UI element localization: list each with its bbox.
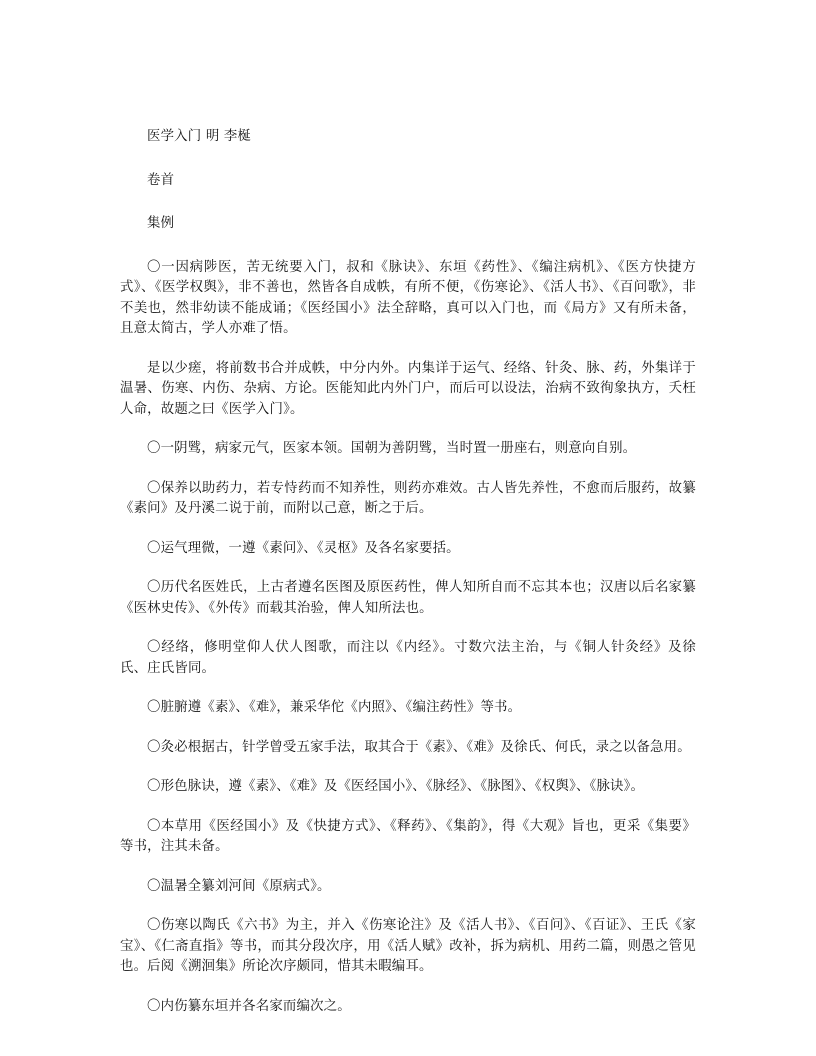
paragraph: 〇经络，修明堂仰人伏人图歌，而注以《内经》。寸数穴法主治，与《铜人针灸经》及徐氏、庄氏皆同。 bbox=[120, 640, 696, 676]
paragraph: 〇保养以助药力，若专恃药而不知养性，则药亦难效。古人皆先养性，不愈而后服药，故纂《素问》及丹溪二说于前，而附以己意，断之于后。 bbox=[120, 480, 696, 516]
paragraph: 是以少瘥，将前数书合并成帙，中分内外。内集详于运气、经络、针灸、脉、药，外集详于温暑、伤寒、内伤、杂病、方论。医能知此内外门户，而后可以设法，治病不致徇象执方，夭枉人命，故题之曰《医学入门》。 bbox=[120, 360, 696, 417]
paragraph: 〇一阴骘，病家元气，医家本领。国朝为善阴骘，当时置一册座右，则意向自别。 bbox=[147, 441, 637, 456]
paragraph: 〇温暑全纂刘河间《原病式》。 bbox=[147, 878, 331, 894]
document-page bbox=[120, 127, 696, 1036]
document-title: 医学入门 明 李梴 bbox=[147, 129, 252, 144]
paragraph: 〇历代名医姓氏，上古者遵名医图及原医药性，俾人知所自而不忘其本也；汉唐以后名家纂《医林史传》、《外传》而载其治验，俾人知所法也。 bbox=[120, 580, 696, 616]
paragraph: 〇一因病陟医，苦无统要入门，叔和《脉诀》、东垣《药性》、《编注病机》、《医方快捷方式》、《医学权舆》，非不善也，然皆各自成帙，有所不便，《伤寒论》、《活人书》、《百问歌》，非不美也，然非幼读不能成诵；《医经国小》法全辞略，真可以入门也，而《局方》又有所未备，且意太简古，学人亦难了悟。 bbox=[120, 259, 696, 336]
subsection-heading: 集例 bbox=[147, 216, 175, 231]
paragraph: 〇伤寒以陶氏《六书》为主，并入《伤寒论注》及《活人书》、《百问》、《百证》、王氏《家宝》、《仁斋直指》等书，而其分段次序，用《活人赋》改补，拆为病机、用药二篇，则愚之管见也。后阅《溯洄集》所论次序颇同，惜其未暇编耳。 bbox=[120, 918, 696, 974]
paragraph: 〇灸必根据古，针学曾受五家手法，取其合于《素》、《难》及徐氏、何氏，录之以备急用。 bbox=[147, 739, 691, 755]
paragraph: 〇内伤纂东垣并各名家而编次之。 bbox=[147, 998, 351, 1014]
paragraph: 〇脏腑遵《素》、《难》，兼采华佗《内照》、《编注药性》等书。 bbox=[147, 700, 522, 715]
section-heading: 卷首 bbox=[147, 172, 175, 188]
paragraph: 〇本草用《医经国小》及《快捷方式》、《释药》、《集韵》，得《大观》旨也，更采《集要》等书，注其未备。 bbox=[120, 818, 696, 854]
paragraph: 〇形色脉诀，遵《素》、《难》及《医经国小》、《脉经》、《脉图》、《权舆》、《脉诀》。 bbox=[147, 779, 645, 794]
paragraph: 〇运气理微，一遵《素问》、《灵枢》及各名家要括。 bbox=[147, 540, 460, 556]
